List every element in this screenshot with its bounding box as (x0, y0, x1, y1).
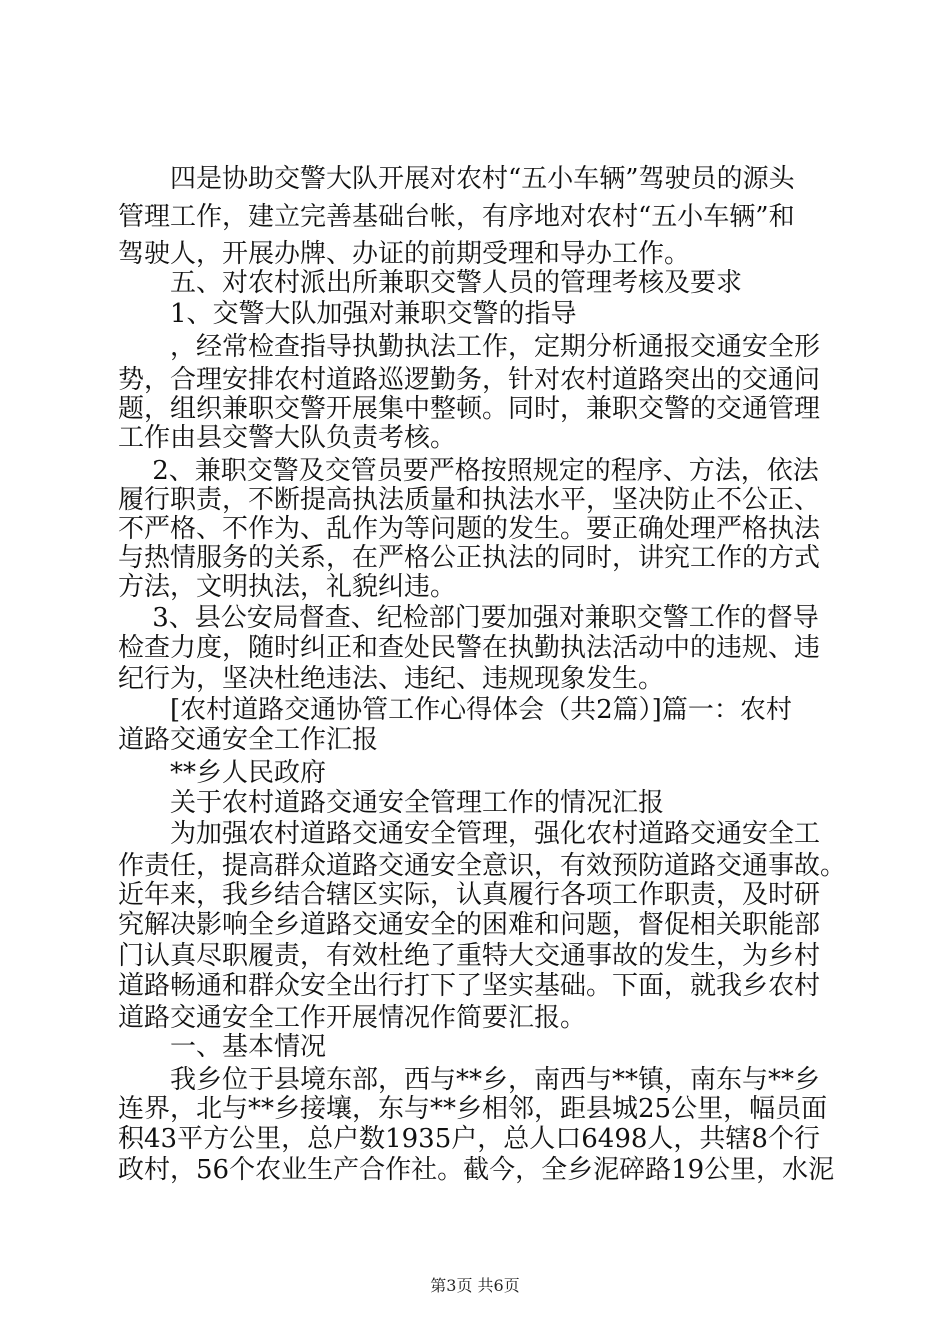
text-line: 驾驶人，开展办牌、办证的前期受理和导办工作。 (118, 239, 691, 269)
text-line: 作责任，提高群众道路交通安全意识，有效预防道路交通事故。 (118, 851, 847, 881)
text-line: ，经常检查指导执勤执法工作，定期分析通报交通安全形 (118, 332, 821, 362)
text-line: 1、交警大队加强对兼职交警的指导 (118, 299, 577, 329)
text-line: 五、对农村派出所兼职交警人员的管理考核及要求 (118, 268, 743, 298)
text-line: 方法，文明执法，礼貌纠违。 (118, 572, 457, 602)
text-line: 关于农村道路交通安全管理工作的情况汇报 (118, 788, 665, 818)
text-line: 四是协助交警大队开展对农村“五小车辆”驾驶员的源头 (118, 164, 795, 194)
text-line: 3、县公安局督查、纪检部门要加强对兼职交警工作的督导 (118, 603, 819, 633)
text-line: 连界，北与**乡接壤，东与**乡相邻，距县城25公里，幅员面 (118, 1094, 828, 1124)
text-line: 我乡位于县境东部，西与**乡，南西与**镇，南东与**乡 (118, 1065, 821, 1095)
text-line: 检查力度，随时纠正和查处民警在执勤执法活动中的违规、违 (118, 633, 821, 663)
text-line: 一、基本情况 (118, 1032, 327, 1062)
text-line: 门认真尽职履责，有效杜绝了重特大交通事故的发生，为乡村 (118, 941, 821, 971)
text-line: **乡人民政府 (118, 758, 327, 788)
text-line: 究解决影响全乡道路交通安全的困难和问题，督促相关职能部 (118, 910, 821, 940)
text-line: 纪行为，坚决杜绝违法、违纪、违规现象发生。 (118, 664, 665, 694)
text-line: 为加强农村道路交通安全管理，强化农村道路交通安全工 (118, 819, 821, 849)
text-line: 履行职责，不断提高执法质量和执法水平，坚决防止不公正、 (118, 485, 821, 515)
text-line: 近年来，我乡结合辖区实际，认真履行各项工作职责，及时研 (118, 880, 821, 910)
text-line: 管理工作，建立完善基础台帐，有序地对农村“五小车辆”和 (118, 202, 795, 232)
text-line: 道路交通安全工作汇报 (118, 725, 379, 755)
text-line: 道路畅通和群众安全出行打下了坚实基础。下面，就我乡农村 (118, 971, 821, 1001)
page-number-footer: 第3页 共6页 (430, 1276, 520, 1295)
text-line: 势，合理安排农村道路巡逻勤务，针对农村道路突出的交通问 (118, 365, 821, 395)
text-line: 政村，56个农业生产合作社。截今，全乡泥碎路19公里，水泥 (118, 1155, 835, 1185)
text-line: 积43平方公里，总户数1935户，总人口6498人，共辖8个行 (118, 1124, 820, 1154)
text-line: [农村道路交通协管工作心得体会（共2篇）]篇一：农村 (118, 695, 792, 725)
text-line: 不严格、不作为、乱作为等问题的发生。要正确处理严格执法 (118, 514, 821, 544)
text-line: 工作由县交警大队负责考核。 (118, 423, 457, 453)
text-line: 2、兼职交警及交管员要严格按照规定的程序、方法，依法 (118, 456, 819, 486)
text-line: 道路交通安全工作开展情况作简要汇报。 (118, 1003, 587, 1033)
text-line: 题，组织兼职交警开展集中整顿。同时，兼职交警的交通管理 (118, 394, 821, 424)
text-line: 与热情服务的关系，在严格公正执法的同时，讲究工作的方式 (118, 543, 821, 573)
